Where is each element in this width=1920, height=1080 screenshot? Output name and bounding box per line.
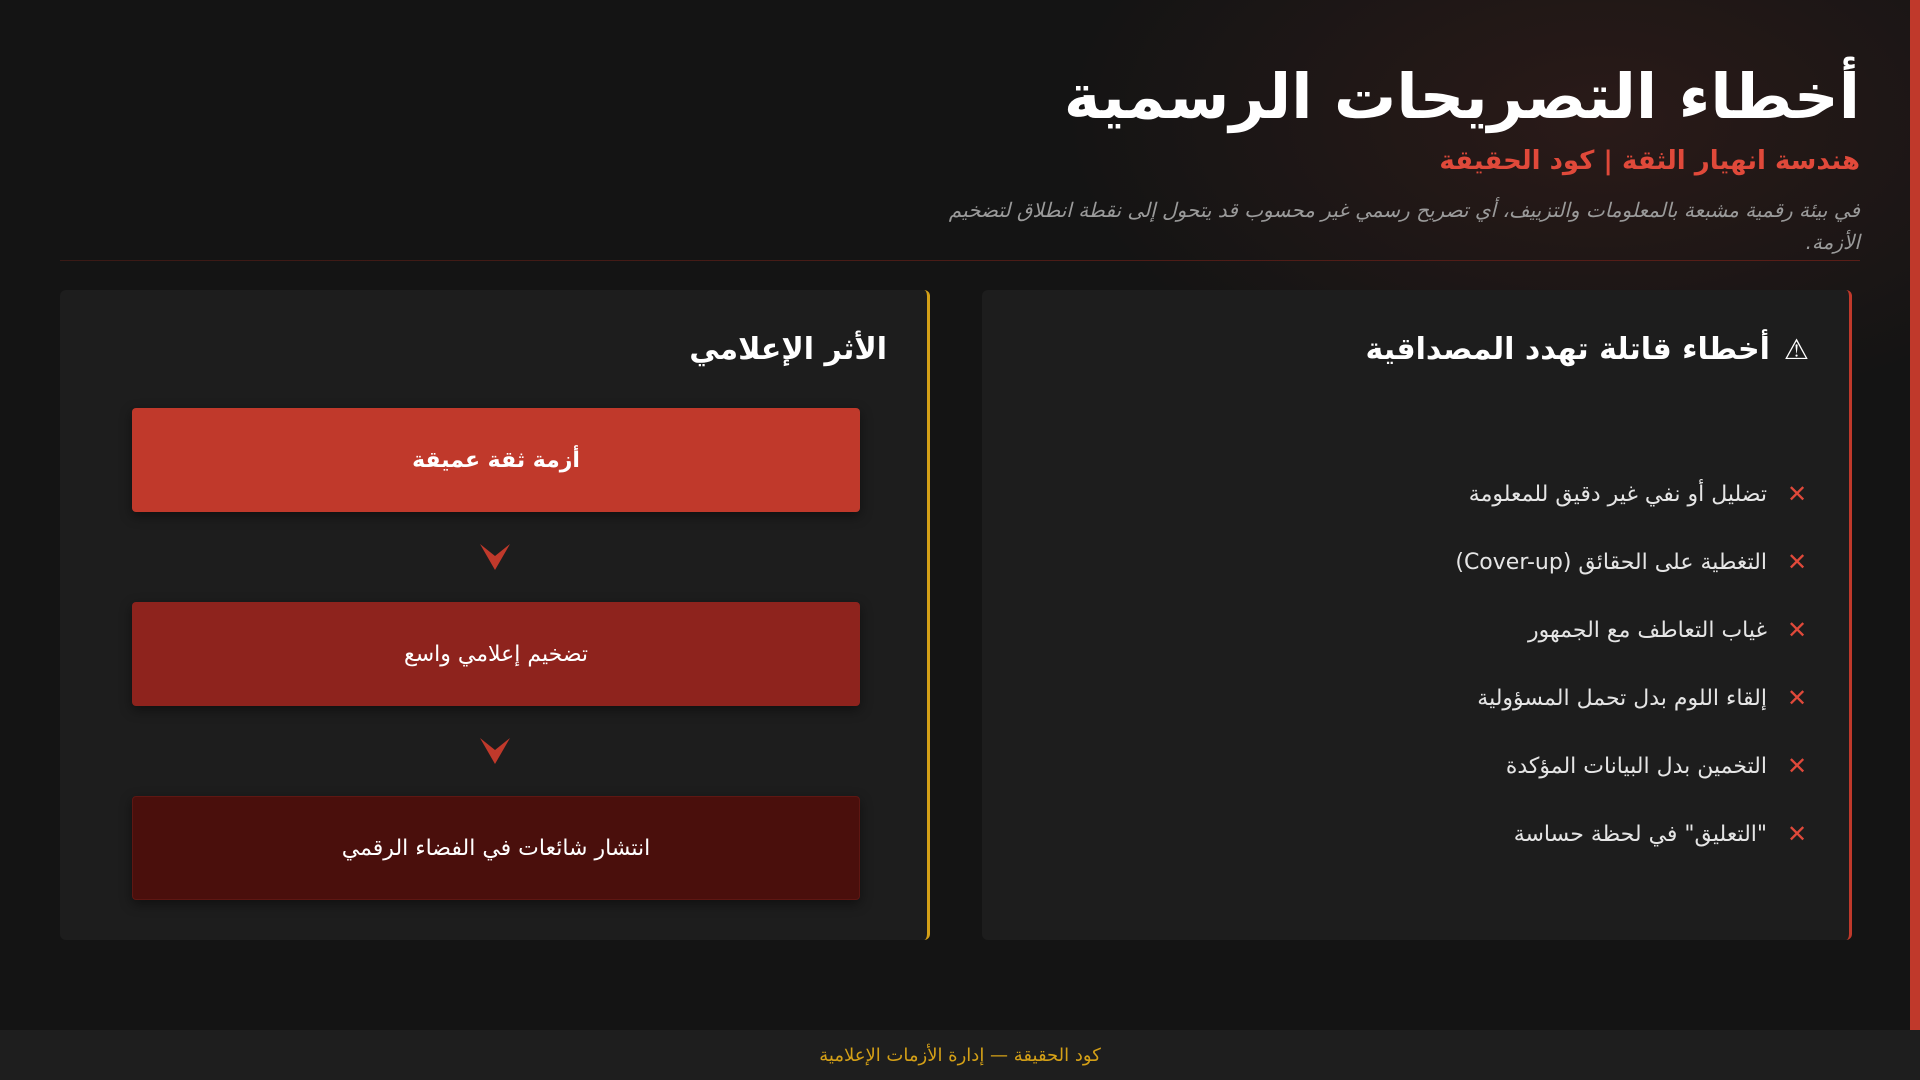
errors-list xyxy=(1019,460,1809,868)
errors-panel-title xyxy=(1366,332,1810,367)
list-item-text: غياب التعاطف مع الجمهور xyxy=(1528,617,1767,643)
list-item-text: تضليل أو نفي غير دقيق للمعلومة xyxy=(1468,481,1767,507)
cross-icon: ✕ xyxy=(1786,616,1808,644)
list-item xyxy=(1019,732,1809,800)
header xyxy=(560,60,1860,258)
cross-icon: ✕ xyxy=(1786,548,1808,576)
impact-panel xyxy=(60,290,930,940)
cross-icon: ✕ xyxy=(1786,480,1808,508)
impact-panel-title-text: الأثر الإعلامي xyxy=(689,332,887,367)
list-item xyxy=(1019,528,1809,596)
flow-step-3: انتشار شائعات في الفضاء الرقمي xyxy=(132,796,860,900)
list-item-text: إلقاء اللوم بدل تحمل المسؤولية xyxy=(1477,685,1767,711)
errors-panel xyxy=(982,290,1852,940)
list-item xyxy=(1019,596,1809,664)
list-item-text: التغطية على الحقائق (Cover-up) xyxy=(1455,549,1767,575)
chevron-down-icon xyxy=(130,706,860,796)
list-item-text: "التعليق" في لحظة حساسة xyxy=(1513,821,1767,847)
footer xyxy=(0,1030,1920,1080)
cross-icon: ✕ xyxy=(1786,684,1808,712)
warning-icon: ⚠ xyxy=(1783,333,1809,366)
errors-panel-title-text: أخطاء قاتلة تهدد المصداقية xyxy=(1365,332,1770,367)
cross-icon: ✕ xyxy=(1786,752,1808,780)
cross-icon: ✕ xyxy=(1786,820,1808,848)
chevron-down-icon xyxy=(130,512,860,602)
right-accent-bar xyxy=(1910,0,1920,1080)
page-title: أخطاء التصريحات الرسمية xyxy=(1063,60,1860,133)
footer-text: كود الحقيقة — إدارة الأزمات الإعلامية xyxy=(819,1044,1101,1066)
impact-panel-title xyxy=(689,332,887,367)
impact-flow xyxy=(130,408,860,900)
list-item-text: التخمين بدل البيانات المؤكدة xyxy=(1505,753,1767,779)
page-description: في بيئة رقمية مشبعة بالمعلومات والتزييف، أي تصريح رسمي غير محسوب قد يتحول إلى نقطة انطلاق لتضخيم الأزمة. xyxy=(948,198,1860,255)
list-item xyxy=(1019,800,1809,868)
header-divider xyxy=(60,260,1860,261)
flow-step-2: تضخيم إعلامي واسع xyxy=(132,602,860,706)
list-item xyxy=(1019,460,1809,528)
page-subtitle: هندسة انهيار الثقة | كود الحقيقة xyxy=(1439,146,1860,177)
list-item xyxy=(1019,664,1809,732)
flow-step-1: أزمة ثقة عميقة xyxy=(132,408,860,512)
